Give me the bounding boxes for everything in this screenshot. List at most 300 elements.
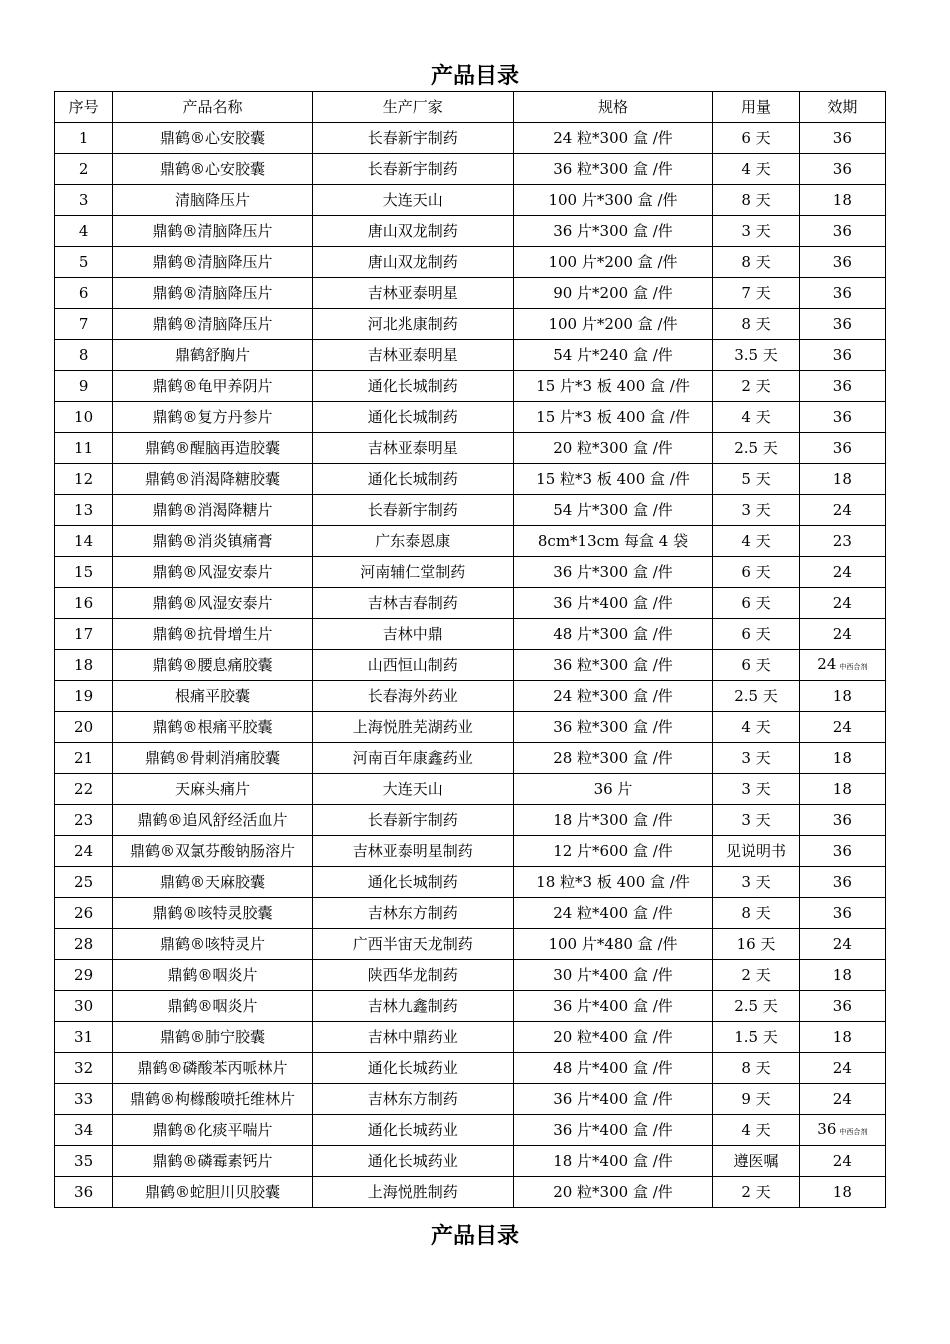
- cell-dosage-text: 2 天: [741, 966, 771, 984]
- cell-spec-text: 100 片*200 盒 /件: [548, 253, 678, 271]
- cell-spec-text: 36 粒*300 盒 /件: [553, 160, 673, 178]
- cell-product-name: [113, 743, 313, 774]
- cell-expiry: [799, 681, 885, 712]
- cell-dosage: [713, 495, 799, 526]
- cell-expiry-text: 24: [832, 1152, 852, 1170]
- table-row: [55, 1084, 886, 1115]
- cell-dosage: [713, 340, 799, 371]
- cell-product-name-text: 鼎鹤®龟甲养阴片: [152, 377, 273, 395]
- cell-spec: [513, 681, 713, 712]
- cell-product-name: [113, 1022, 313, 1053]
- header-spec: 规格: [513, 92, 713, 123]
- cell-manufacturer-text: 吉林亚泰明星: [367, 346, 458, 364]
- cell-spec-text: 100 片*480 盒 /件: [548, 935, 678, 953]
- cell-product-name: [113, 712, 313, 743]
- cell-dosage-text: 3 天: [741, 811, 771, 829]
- cell-manufacturer: [312, 247, 513, 278]
- footer-title: 产品目录: [430, 1224, 519, 1249]
- cell-no-text: 28: [74, 935, 94, 953]
- cell-expiry: [799, 557, 885, 588]
- cell-no-text: 31: [74, 1028, 94, 1046]
- cell-dosage-text: 6 天: [741, 129, 771, 147]
- cell-no-text: 13: [74, 501, 94, 519]
- cell-manufacturer-text: 广西半宙天龙制药: [352, 935, 473, 953]
- cell-dosage-text: 4 天: [741, 1121, 771, 1139]
- cell-spec: [513, 371, 713, 402]
- cell-dosage: [713, 1022, 799, 1053]
- cell-product-name: [113, 867, 313, 898]
- cell-expiry-text: 36: [817, 1119, 837, 1138]
- cell-dosage-text: 6 天: [741, 563, 771, 581]
- cell-no-text: 21: [74, 749, 94, 767]
- cell-manufacturer-text: 吉林亚泰明星: [367, 439, 458, 457]
- cell-dosage: [713, 1146, 799, 1177]
- cell-spec: [513, 867, 713, 898]
- cell-no-text: 6: [78, 284, 89, 302]
- cell-manufacturer-text: 河北兆康制药: [367, 315, 458, 333]
- cell-manufacturer: [312, 1146, 513, 1177]
- cell-no: [55, 991, 113, 1022]
- cell-product-name-text: 鼎鹤®枸橼酸喷托维林片: [130, 1090, 296, 1108]
- cell-spec-text: 100 片*300 盒 /件: [548, 191, 678, 209]
- cell-no: [55, 1022, 113, 1053]
- cell-expiry: [799, 185, 885, 216]
- cell-dosage-text: 6 天: [741, 656, 771, 674]
- cell-dosage-text: 8 天: [741, 904, 771, 922]
- cell-expiry: [799, 619, 885, 650]
- cell-product-name: [113, 123, 313, 154]
- cell-product-name: [113, 464, 313, 495]
- cell-product-name-text: 鼎鹤®根痛平胶囊: [152, 718, 273, 736]
- cell-manufacturer-text: 大连天山: [382, 780, 443, 798]
- cell-spec: [513, 185, 713, 216]
- cell-product-name-text: 鼎鹤®双氯芬酸钠肠溶片: [130, 842, 296, 860]
- cell-dosage: [713, 309, 799, 340]
- cell-expiry: [799, 1115, 885, 1146]
- cell-no-text: 32: [74, 1059, 94, 1077]
- cell-dosage-text: 3 天: [741, 749, 771, 767]
- cell-manufacturer: [312, 805, 513, 836]
- cell-manufacturer: [312, 464, 513, 495]
- cell-manufacturer: [312, 743, 513, 774]
- cell-expiry-text: 36: [832, 129, 852, 147]
- table-row: [55, 1022, 886, 1053]
- cell-no-text: 22: [74, 780, 94, 798]
- table-row: [55, 278, 886, 309]
- cell-expiry-text: 24: [832, 1059, 852, 1077]
- cell-product-name: [113, 774, 313, 805]
- cell-spec: [513, 557, 713, 588]
- cell-dosage: [713, 278, 799, 309]
- cell-expiry-text: 36: [832, 811, 852, 829]
- cell-product-name: [113, 402, 313, 433]
- cell-expiry-text: 18: [832, 1183, 852, 1201]
- cell-manufacturer: [312, 1115, 513, 1146]
- cell-expiry-text: 18: [832, 687, 852, 705]
- table-row: [55, 929, 886, 960]
- cell-manufacturer: [312, 1022, 513, 1053]
- cell-product-name-text: 根痛平胶囊: [175, 687, 251, 705]
- cell-no: [55, 185, 113, 216]
- cell-spec-text: 36 片*400 盒 /件: [553, 1121, 673, 1139]
- cell-manufacturer: [312, 495, 513, 526]
- cell-dosage-text: 2.5 天: [734, 997, 778, 1015]
- cell-manufacturer: [312, 774, 513, 805]
- cell-product-name-text: 鼎鹤®心安胶囊: [160, 129, 266, 147]
- cell-product-name: [113, 1084, 313, 1115]
- cell-dosage-text: 16 天: [736, 935, 776, 953]
- cell-expiry: [799, 774, 885, 805]
- cell-dosage: [713, 402, 799, 433]
- cell-manufacturer: [312, 619, 513, 650]
- cell-spec-text: 36 片*300 盒 /件: [553, 222, 673, 240]
- cell-manufacturer: [312, 681, 513, 712]
- cell-no-text: 8: [78, 346, 89, 364]
- cell-spec-text: 18 片*400 盒 /件: [553, 1152, 673, 1170]
- cell-dosage: [713, 1053, 799, 1084]
- cell-product-name-text: 鼎鹤®消渴降糖片: [152, 501, 273, 519]
- cell-product-name-text: 鼎鹤®抗骨增生片: [152, 625, 273, 643]
- cell-expiry-text: 24: [832, 563, 852, 581]
- cell-dosage: [713, 216, 799, 247]
- cell-dosage: [713, 464, 799, 495]
- cell-spec: [513, 712, 713, 743]
- cell-expiry-text: 18: [832, 191, 852, 209]
- cell-manufacturer-text: 吉林九鑫制药: [367, 997, 458, 1015]
- cell-no-text: 17: [74, 625, 94, 643]
- table-row: [55, 185, 886, 216]
- cell-manufacturer-text: 陕西华龙制药: [367, 966, 458, 984]
- cell-spec: [513, 743, 713, 774]
- cell-product-name-text: 鼎鹤®蛇胆川贝胶囊: [145, 1183, 281, 1201]
- cell-product-name: [113, 371, 313, 402]
- cell-product-name-text: 鼎鹤®清脑降压片: [152, 315, 273, 333]
- cell-expiry: [799, 1084, 885, 1115]
- cell-manufacturer-text: 通化长城药业: [367, 1121, 458, 1139]
- cell-dosage-text: 2 天: [741, 377, 771, 395]
- cell-spec: [513, 1053, 713, 1084]
- cell-expiry-text: 36: [832, 842, 852, 860]
- cell-manufacturer-text: 通化长城药业: [367, 1059, 458, 1077]
- cell-no: [55, 402, 113, 433]
- cell-spec: [513, 1146, 713, 1177]
- cell-spec-text: 36 片*400 盒 /件: [553, 997, 673, 1015]
- cell-manufacturer-text: 通化长城制药: [367, 377, 458, 395]
- cell-no-text: 15: [74, 563, 94, 581]
- cell-no-text: 2: [78, 160, 89, 178]
- cell-manufacturer-text: 上海悦胜制药: [367, 1183, 458, 1201]
- table-row: [55, 650, 886, 681]
- cell-dosage: [713, 743, 799, 774]
- cell-manufacturer: [312, 216, 513, 247]
- cell-no: [55, 1084, 113, 1115]
- cell-product-name: [113, 1146, 313, 1177]
- cell-dosage-text: 3 天: [741, 873, 771, 891]
- cell-expiry: [799, 154, 885, 185]
- cell-spec-text: 15 片*3 板 400 盒 /件: [536, 377, 690, 395]
- cell-spec-text: 100 片*200 盒 /件: [548, 315, 678, 333]
- cell-manufacturer: [312, 371, 513, 402]
- table-row: [55, 216, 886, 247]
- cell-product-name-text: 鼎鹤®清脑降压片: [152, 222, 273, 240]
- cell-product-name-text: 鼎鹤®风湿安泰片: [152, 594, 273, 612]
- cell-product-name: [113, 278, 313, 309]
- cell-manufacturer-text: 通化长城制药: [367, 470, 458, 488]
- cell-product-name-text: 鼎鹤®清脑降压片: [152, 253, 273, 271]
- cell-manufacturer-text: 吉林吉春制药: [367, 594, 458, 612]
- cell-no: [55, 1177, 113, 1208]
- cell-no: [55, 247, 113, 278]
- cell-product-name: [113, 185, 313, 216]
- header-product-name: 产品名称: [113, 92, 313, 123]
- cell-manufacturer: [312, 991, 513, 1022]
- cell-no: [55, 650, 113, 681]
- cell-spec-text: 36 片*300 盒 /件: [553, 563, 673, 581]
- cell-product-name-text: 清脑降压片: [175, 191, 251, 209]
- cell-spec: [513, 278, 713, 309]
- cell-expiry: [799, 1053, 885, 1084]
- cell-dosage: [713, 123, 799, 154]
- cell-no: [55, 1115, 113, 1146]
- cell-expiry-text: 36: [832, 160, 852, 178]
- cell-spec-text: 28 粒*300 盒 /件: [553, 749, 673, 767]
- cell-dosage: [713, 433, 799, 464]
- cell-spec: [513, 464, 713, 495]
- cell-no: [55, 681, 113, 712]
- cell-dosage: [713, 898, 799, 929]
- cell-manufacturer-text: 广东泰恩康: [375, 532, 451, 550]
- table-row: [55, 309, 886, 340]
- cell-product-name: [113, 433, 313, 464]
- cell-manufacturer-text: 吉林亚泰明星制药: [352, 842, 473, 860]
- table-row: [55, 557, 886, 588]
- cell-no-text: 35: [74, 1152, 94, 1170]
- cell-spec: [513, 433, 713, 464]
- cell-product-name: [113, 1177, 313, 1208]
- cell-spec-text: 20 粒*400 盒 /件: [553, 1028, 673, 1046]
- cell-no: [55, 1053, 113, 1084]
- cell-expiry: [799, 340, 885, 371]
- cell-dosage-text: 8 天: [741, 1059, 771, 1077]
- table-row: [55, 526, 886, 557]
- cell-expiry-text: 18: [832, 749, 852, 767]
- cell-product-name-text: 鼎鹤®风湿安泰片: [152, 563, 273, 581]
- cell-expiry-text: 18: [832, 966, 852, 984]
- cell-manufacturer: [312, 340, 513, 371]
- cell-spec: [513, 1177, 713, 1208]
- cell-dosage: [713, 712, 799, 743]
- cell-expiry: [799, 402, 885, 433]
- cell-manufacturer-text: 吉林东方制药: [367, 904, 458, 922]
- table-row: [55, 123, 886, 154]
- cell-expiry: [799, 123, 885, 154]
- cell-manufacturer: [312, 960, 513, 991]
- cell-no-text: 16: [74, 594, 94, 612]
- cell-expiry: [799, 278, 885, 309]
- cell-product-name: [113, 619, 313, 650]
- table-row: [55, 960, 886, 991]
- cell-manufacturer: [312, 402, 513, 433]
- cell-no-text: 30: [74, 997, 94, 1015]
- cell-manufacturer-text: 通化长城制药: [367, 873, 458, 891]
- cell-dosage: [713, 1084, 799, 1115]
- cell-spec: [513, 774, 713, 805]
- cell-product-name-text: 鼎鹤®腰息痛胶囊: [152, 656, 273, 674]
- header-expiry: 效期: [799, 92, 885, 123]
- cell-expiry-text: 36: [832, 873, 852, 891]
- cell-product-name-text: 鼎鹤舒胸片: [175, 346, 251, 364]
- cell-expiry: [799, 1177, 885, 1208]
- cell-no: [55, 805, 113, 836]
- cell-expiry-text: 24: [832, 594, 852, 612]
- cell-no-text: 18: [74, 656, 94, 674]
- cell-product-name-text: 鼎鹤®磷霉素钙片: [152, 1152, 273, 1170]
- cell-dosage-text: 1.5 天: [734, 1028, 778, 1046]
- cell-no: [55, 929, 113, 960]
- cell-manufacturer-text: 吉林中鼎药业: [367, 1028, 458, 1046]
- cell-dosage-text: 2 天: [741, 1183, 771, 1201]
- cell-dosage-text: 4 天: [741, 408, 771, 426]
- cell-spec: [513, 526, 713, 557]
- cell-expiry-text: 24: [832, 718, 852, 736]
- cell-spec-text: 15 粒*3 板 400 盒 /件: [536, 470, 690, 488]
- cell-expiry: [799, 836, 885, 867]
- table-row: [55, 154, 886, 185]
- cell-spec-text: 18 粒*3 板 400 盒 /件: [536, 873, 690, 891]
- cell-no-text: 4: [78, 222, 89, 240]
- cell-dosage-text: 3 天: [741, 501, 771, 519]
- cell-manufacturer: [312, 526, 513, 557]
- cell-manufacturer: [312, 898, 513, 929]
- cell-spec: [513, 588, 713, 619]
- cell-product-name-text: 鼎鹤®肺宁胶囊: [160, 1028, 266, 1046]
- cell-expiry-text: 36: [832, 315, 852, 333]
- cell-expiry-text: 24: [832, 935, 852, 953]
- cell-no: [55, 154, 113, 185]
- cell-spec: [513, 154, 713, 185]
- cell-product-name-text: 鼎鹤®天麻胶囊: [160, 873, 266, 891]
- cell-expiry: [799, 960, 885, 991]
- cell-expiry: [799, 309, 885, 340]
- cell-no: [55, 464, 113, 495]
- cell-dosage-text: 2.5 天: [734, 439, 778, 457]
- cell-product-name-text: 鼎鹤®咳特灵胶囊: [152, 904, 273, 922]
- cell-spec: [513, 929, 713, 960]
- cell-product-name-text: 鼎鹤®复方丹参片: [152, 408, 273, 426]
- cell-no-text: 20: [74, 718, 94, 736]
- cell-no: [55, 743, 113, 774]
- table-body: [55, 123, 886, 1208]
- cell-no: [55, 1146, 113, 1177]
- cell-manufacturer: [312, 154, 513, 185]
- cell-dosage-text: 3 天: [741, 780, 771, 798]
- cell-no-text: 33: [74, 1090, 94, 1108]
- cell-expiry: [799, 464, 885, 495]
- cell-no-text: 23: [74, 811, 94, 829]
- cell-product-name: [113, 991, 313, 1022]
- cell-manufacturer: [312, 650, 513, 681]
- cell-dosage-text: 4 天: [741, 160, 771, 178]
- cell-expiry-text: 36: [832, 997, 852, 1015]
- cell-no-text: 7: [78, 315, 89, 333]
- cell-expiry: [799, 433, 885, 464]
- cell-manufacturer: [312, 1177, 513, 1208]
- cell-manufacturer: [312, 588, 513, 619]
- cell-expiry: [799, 805, 885, 836]
- cell-expiry-text: 24: [817, 654, 837, 673]
- cell-dosage-text: 见说明书: [726, 842, 787, 860]
- cell-dosage: [713, 774, 799, 805]
- cell-spec-text: 48 片*400 盒 /件: [553, 1059, 673, 1077]
- cell-product-name-text: 天麻头痛片: [175, 780, 251, 798]
- cell-spec: [513, 650, 713, 681]
- cell-spec: [513, 123, 713, 154]
- cell-spec-text: 36 片*400 盒 /件: [553, 1090, 673, 1108]
- cell-dosage-text: 9 天: [741, 1090, 771, 1108]
- cell-manufacturer: [312, 929, 513, 960]
- cell-expiry: [799, 1022, 885, 1053]
- cell-expiry-text: 36: [832, 439, 852, 457]
- cell-no-text: 36: [74, 1183, 94, 1201]
- header-manufacturer: 生产厂家: [312, 92, 513, 123]
- cell-no-text: 24: [74, 842, 94, 860]
- cell-no: [55, 867, 113, 898]
- table-row: [55, 1115, 886, 1146]
- table-row: [55, 433, 886, 464]
- cell-expiry-text: 24: [832, 625, 852, 643]
- cell-spec-text: 36 粒*300 盒 /件: [553, 656, 673, 674]
- cell-no: [55, 309, 113, 340]
- cell-expiry: [799, 1146, 885, 1177]
- cell-expiry: [799, 650, 885, 681]
- cell-spec: [513, 495, 713, 526]
- cell-spec: [513, 960, 713, 991]
- cell-expiry-text: 36: [832, 284, 852, 302]
- cell-product-name: [113, 960, 313, 991]
- table-row: [55, 495, 886, 526]
- cell-dosage: [713, 1177, 799, 1208]
- cell-dosage: [713, 960, 799, 991]
- cell-product-name-text: 鼎鹤®骨刺消痛胶囊: [145, 749, 281, 767]
- cell-product-name-text: 鼎鹤®消炎镇痛膏: [152, 532, 273, 550]
- table-row: [55, 836, 886, 867]
- cell-expiry: [799, 929, 885, 960]
- cell-spec-text: 54 片*240 盒 /件: [553, 346, 673, 364]
- cell-no: [55, 216, 113, 247]
- cell-manufacturer-text: 长春新宇制药: [367, 160, 458, 178]
- cell-expiry: [799, 526, 885, 557]
- header-dosage: 用量: [713, 92, 799, 123]
- cell-no: [55, 557, 113, 588]
- cell-product-name: [113, 495, 313, 526]
- cell-spec: [513, 836, 713, 867]
- cell-dosage: [713, 805, 799, 836]
- cell-expiry-text: 36: [832, 253, 852, 271]
- cell-expiry: [799, 371, 885, 402]
- cell-spec: [513, 1022, 713, 1053]
- cell-no-text: 19: [74, 687, 94, 705]
- cell-dosage: [713, 154, 799, 185]
- cell-dosage-text: 4 天: [741, 532, 771, 550]
- cell-no: [55, 123, 113, 154]
- table-row: [55, 898, 886, 929]
- cell-product-name-text: 鼎鹤®消渴降糖胶囊: [145, 470, 281, 488]
- cell-dosage: [713, 836, 799, 867]
- cell-spec-text: 24 粒*300 盒 /件: [553, 129, 673, 147]
- cell-manufacturer-text: 唐山双龙制药: [367, 222, 458, 240]
- expiry-note: 中西合剂: [839, 1127, 868, 1136]
- cell-manufacturer-text: 长春海外药业: [367, 687, 458, 705]
